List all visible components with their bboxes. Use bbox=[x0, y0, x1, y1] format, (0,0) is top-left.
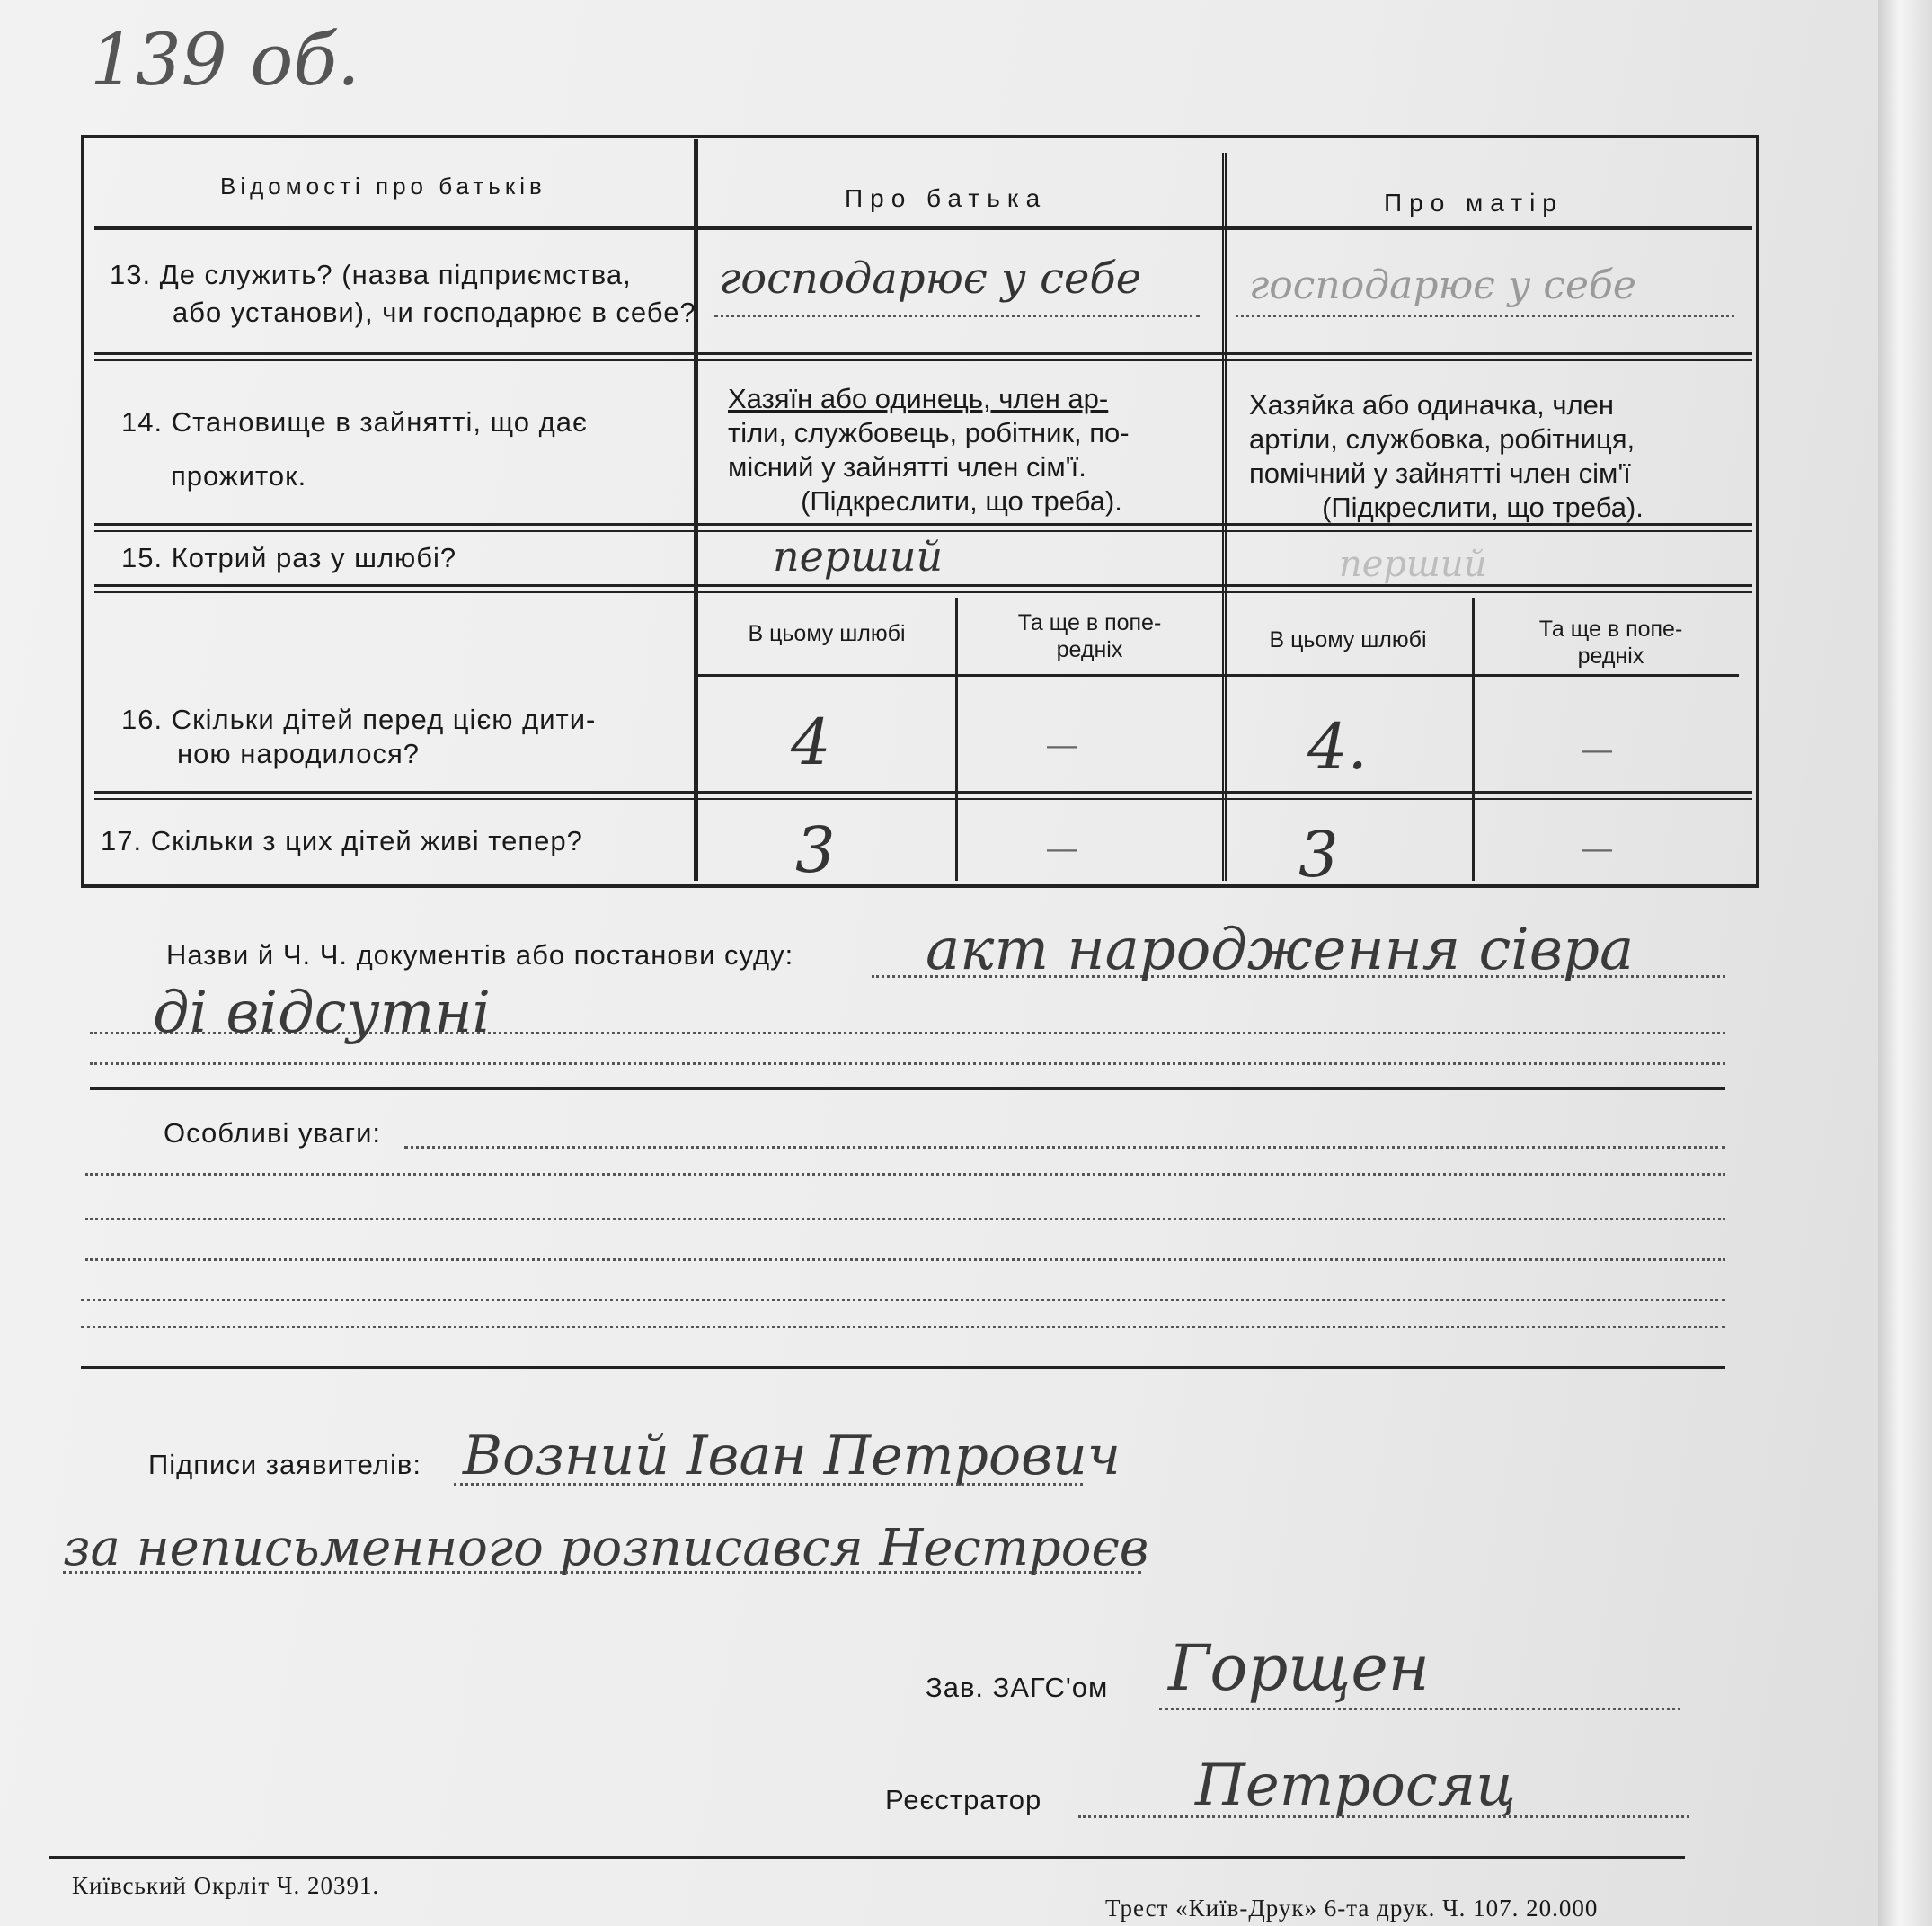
archive-number: 139 об. bbox=[90, 18, 360, 102]
footer-right: Трест «Київ-Друк» 6-та друк. Ч. 107. 20.000 bbox=[1105, 1895, 1599, 1922]
signature-line1: Возний Іван Петрович bbox=[463, 1425, 1121, 1487]
row16-father-prev: — bbox=[1047, 728, 1077, 762]
row17-father-prev: — bbox=[1047, 831, 1077, 865]
row16-mother-this-header: В цьому шлюбі bbox=[1269, 627, 1427, 652]
registrar-signature: Петросяц bbox=[1195, 1753, 1516, 1819]
row17-label: 17. Скільки з цих дітей живі тепер? bbox=[101, 825, 583, 856]
zags-signature: Горщен bbox=[1168, 1631, 1430, 1705]
row14-father-options: Хазяїн або одинець, член ар- тіли, службовець, робітник, по- місний у зайнятті член сім'ї. (Підкреслити, що треба). bbox=[728, 383, 1130, 517]
header-parents-info: Відомості про батьків bbox=[220, 173, 546, 200]
documents-label: Назви й Ч. Ч. документів або постанови суду: bbox=[166, 939, 794, 971]
row16-father-prev-header: Та ще в попе- редніх bbox=[1017, 610, 1162, 662]
row13-father-value: господарює у себе bbox=[719, 253, 1142, 304]
row15-father-value: перший bbox=[773, 532, 944, 581]
row17-mother-prev: — bbox=[1582, 831, 1612, 865]
row16-mother-this: 4. bbox=[1307, 710, 1368, 784]
footer-left: Київський Окрліт Ч. 20391. bbox=[72, 1872, 380, 1899]
row16-father-this: 4 bbox=[791, 706, 831, 779]
header-mother: Про матір bbox=[1384, 189, 1564, 217]
row13-mother-value: господарює у себе bbox=[1249, 262, 1636, 308]
row16-father-this-header: В цьому шлюбі bbox=[748, 621, 906, 646]
row16-label: 16. Скільки дітей перед цією дити- ною народилося? bbox=[121, 704, 597, 769]
registrar-label: Реєстратор bbox=[885, 1784, 1042, 1815]
documents-value-line2: ді відсутні bbox=[153, 980, 491, 1046]
row16-mother-prev-header: Та ще в попе- редніх bbox=[1538, 617, 1683, 669]
signature-line2: за неписьменного розписався Нестроєв bbox=[63, 1519, 1149, 1577]
row15-mother-value: перший bbox=[1339, 544, 1487, 585]
row16-mother-prev: — bbox=[1582, 732, 1612, 767]
documents-value-line1: акт народження сівра bbox=[926, 917, 1635, 983]
row17-father-this: 3 bbox=[795, 813, 836, 887]
row14-label: 14. Становище в зайнятті, що дає прожиток. bbox=[121, 406, 588, 492]
header-father: Про батька bbox=[845, 184, 1048, 212]
zags-label: Зав. ЗАГС'ом bbox=[926, 1672, 1109, 1703]
row13-label: 13. Де служить? (назва підприємства, або установи), чи господарює в себе? bbox=[110, 259, 696, 328]
row14-mother-options: Хазяйка або одиначка, член артіли, службовка, робітниця, помічний у зайнятті член сім'ї (Підкреслити, що треба). bbox=[1249, 389, 1644, 523]
page-edge bbox=[1878, 0, 1932, 1926]
signatures-label: Підписи заявителів: bbox=[148, 1449, 421, 1480]
notes-label: Особливі уваги: bbox=[164, 1117, 382, 1149]
row15-label: 15. Котрий раз у шлюбі? bbox=[121, 542, 457, 573]
row17-mother-this: 3 bbox=[1298, 818, 1339, 892]
